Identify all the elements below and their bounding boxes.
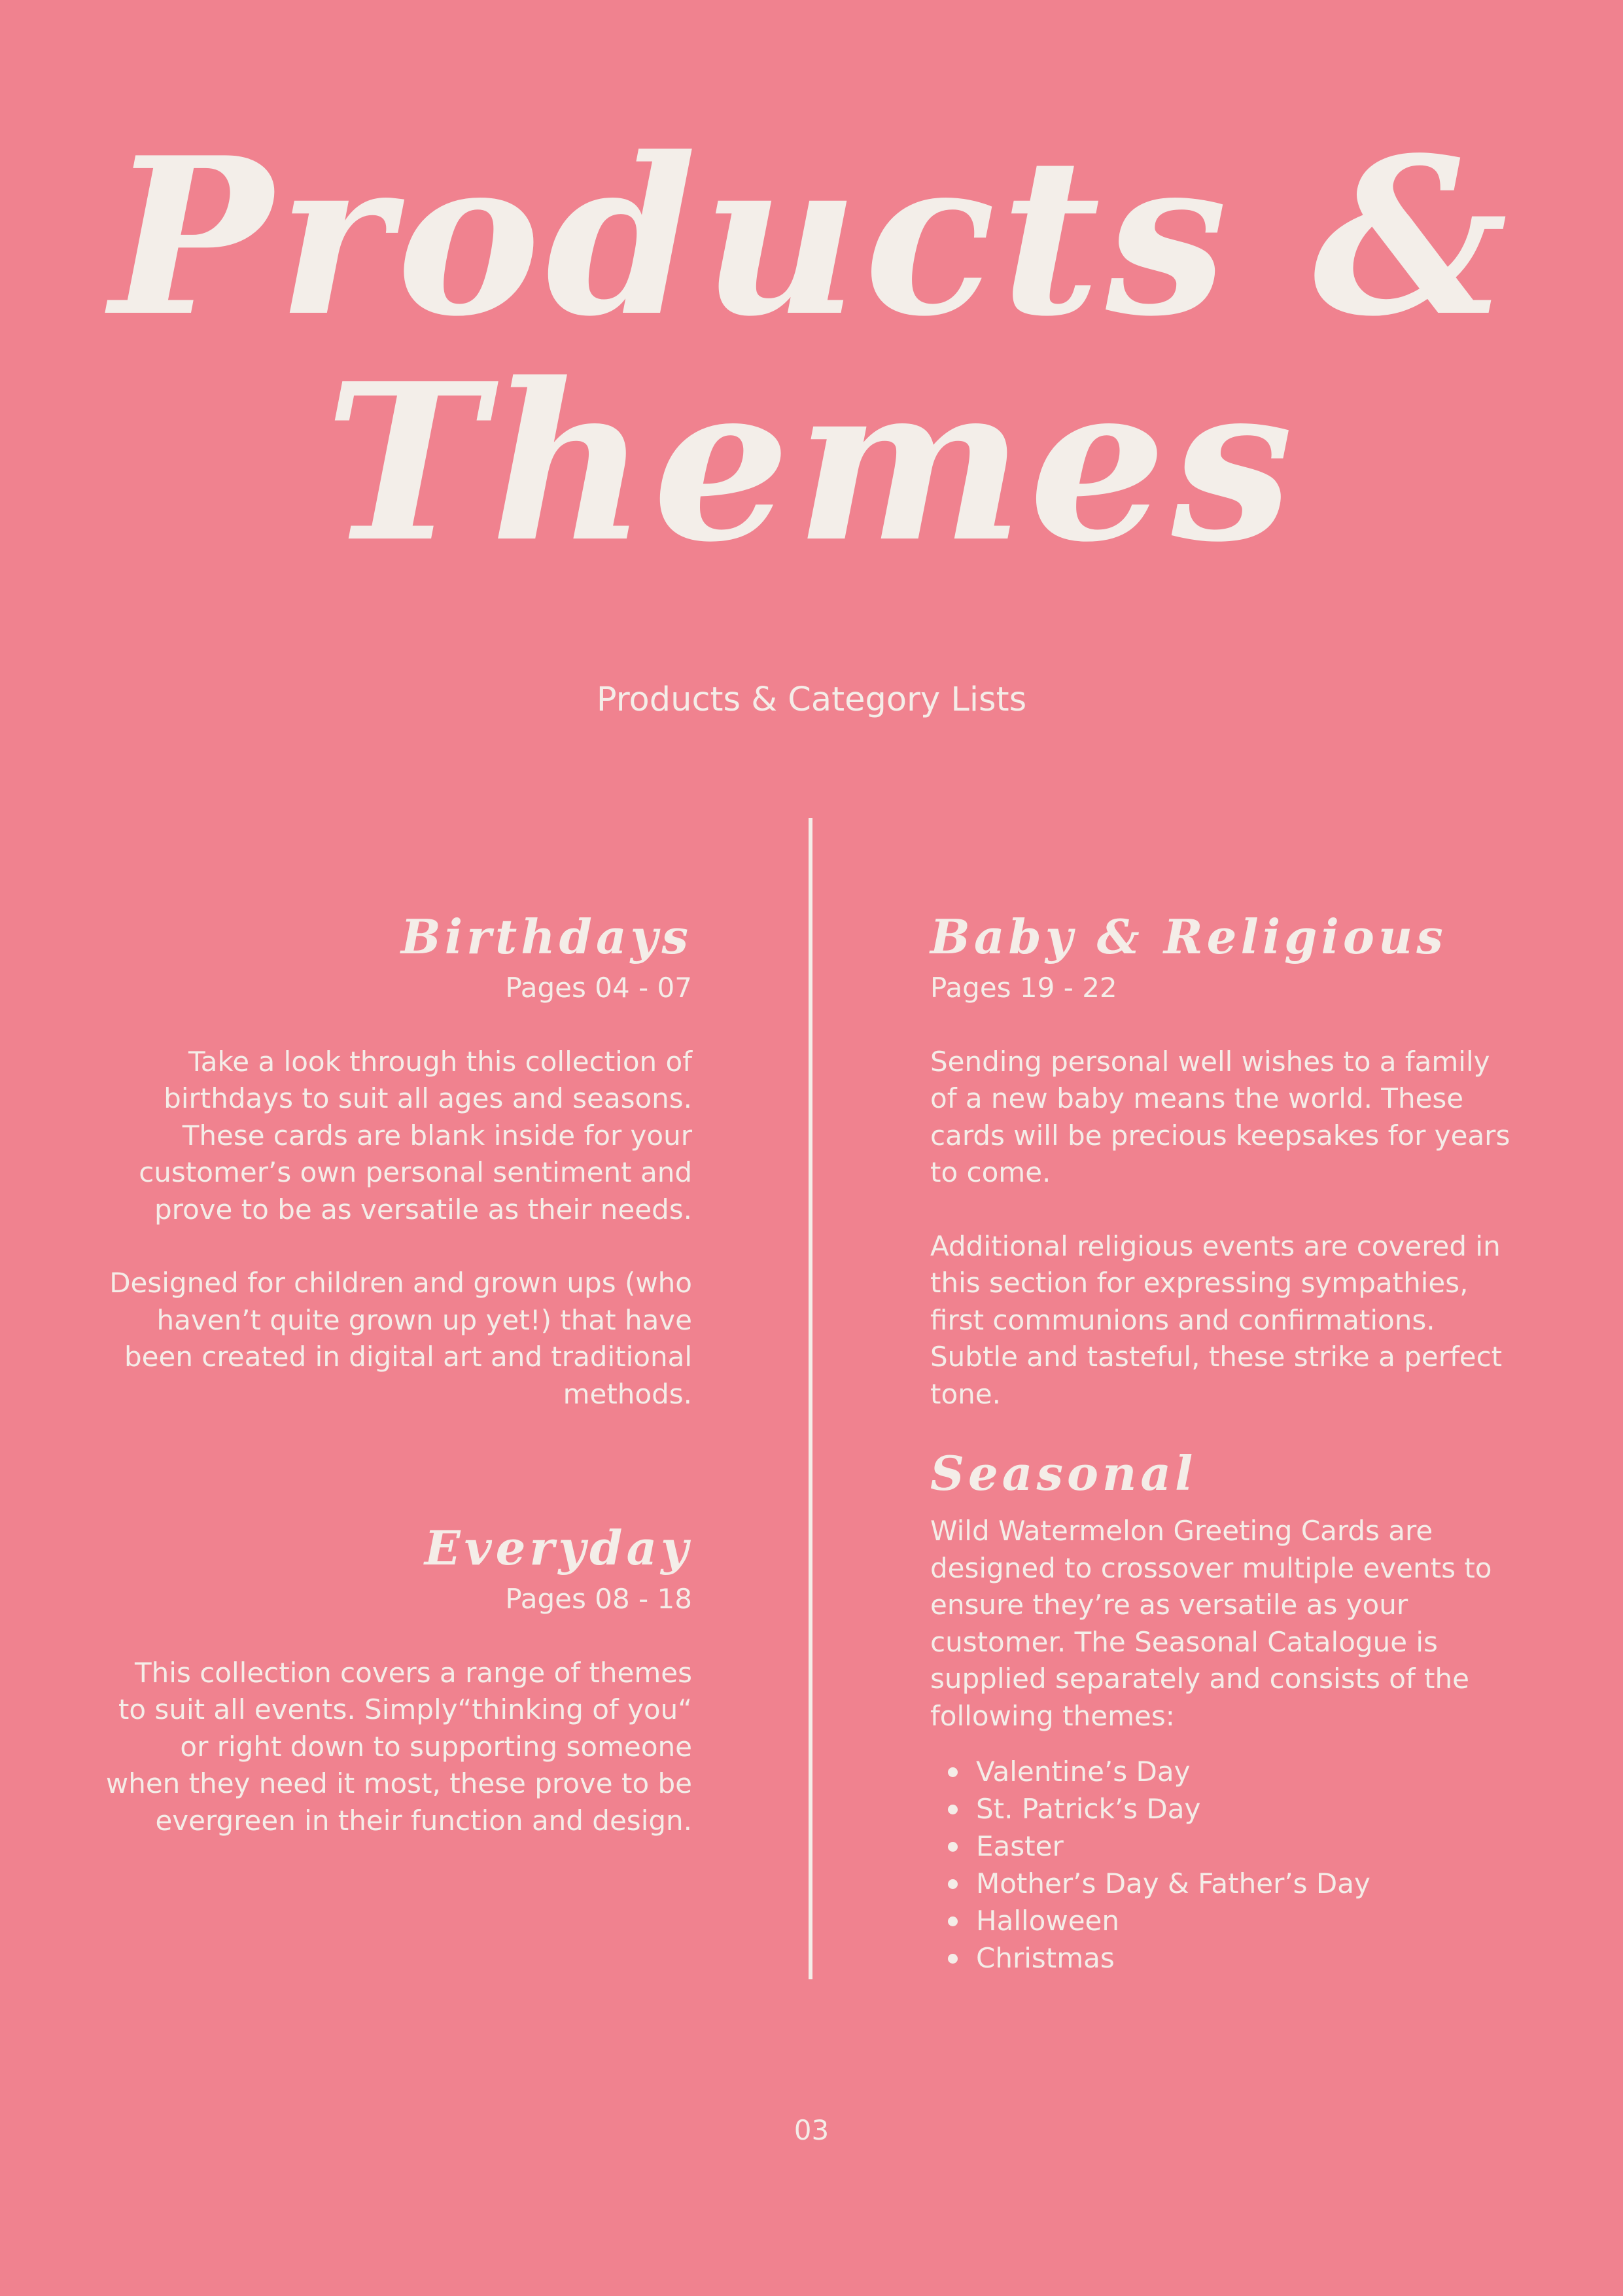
list-item: Halloween [930, 1902, 1519, 1939]
section-seasonal [930, 1441, 1519, 1977]
list-item: Mother’s Day & Father’s Day [930, 1865, 1519, 1902]
list-item: Valentine’s Day [930, 1753, 1519, 1790]
section-heading-baby-religious: Baby & Religious [930, 909, 1447, 964]
section-birthdays [103, 904, 692, 1413]
paragraph-baby-religious-2: Additional religious events are covered in this section for expressing sympathies, first communions and confirmations. Subtle and tasteful, these strike a perfect tone. [930, 1229, 1503, 1410]
page-number: 03 [794, 2114, 829, 2146]
section-heading-seasonal: Seasonal [930, 1445, 1197, 1501]
page-range-baby-religious: Pages 19 - 22 [930, 972, 1117, 1004]
column-divider [809, 818, 812, 1979]
paragraph-seasonal-1: Wild Watermelon Greeting Cards are designed to crossover multiple events to ensure they’re as versatile as your customer. The Seasonal Catalogue is supplied separately and consists of the following themes: [930, 1515, 1492, 1732]
page-subtitle: Products & Category Lists [596, 680, 1027, 719]
paragraph-birthdays-2: Designed for children and grown ups (who haven’t quite grown up yet!) that have been created in digital art and traditional methods. [109, 1267, 692, 1410]
list-item: Christmas [930, 1939, 1519, 1977]
page-title-line-2: Themes [324, 336, 1299, 590]
section-baby-religious [930, 904, 1519, 1413]
section-everyday [103, 1515, 692, 1839]
list-item: Easter [930, 1828, 1519, 1865]
page-title-line-1: Products & [110, 110, 1513, 364]
paragraph-birthdays-1: Take a look through this collection of birthdays to suit all ages and seasons. These cards are blank inside for your customer’s own personal sentiment and prove to be as versatile as their needs. [139, 1045, 692, 1226]
page-range-everyday: Pages 08 - 18 [505, 1583, 692, 1615]
paragraph-baby-religious-1: Sending personal well wishes to a family of a new baby means the world. These cards will be precious keepsakes for years to come. [930, 1045, 1510, 1188]
section-heading-birthdays: Birthdays [400, 909, 692, 964]
section-heading-everyday: Everyday [424, 1520, 692, 1576]
paragraph-everyday-1: This collection covers a range of themes to suit all events. Simply“thinking of you“ or right down to supporting someone when they need it most, these prove to be evergreen in their function and design. [105, 1656, 692, 1837]
page-title [0, 110, 1623, 590]
list-item: St. Patrick’s Day [930, 1790, 1519, 1828]
page-range-birthdays: Pages 04 - 07 [505, 972, 692, 1004]
seasonal-themes-list [930, 1753, 1519, 1977]
